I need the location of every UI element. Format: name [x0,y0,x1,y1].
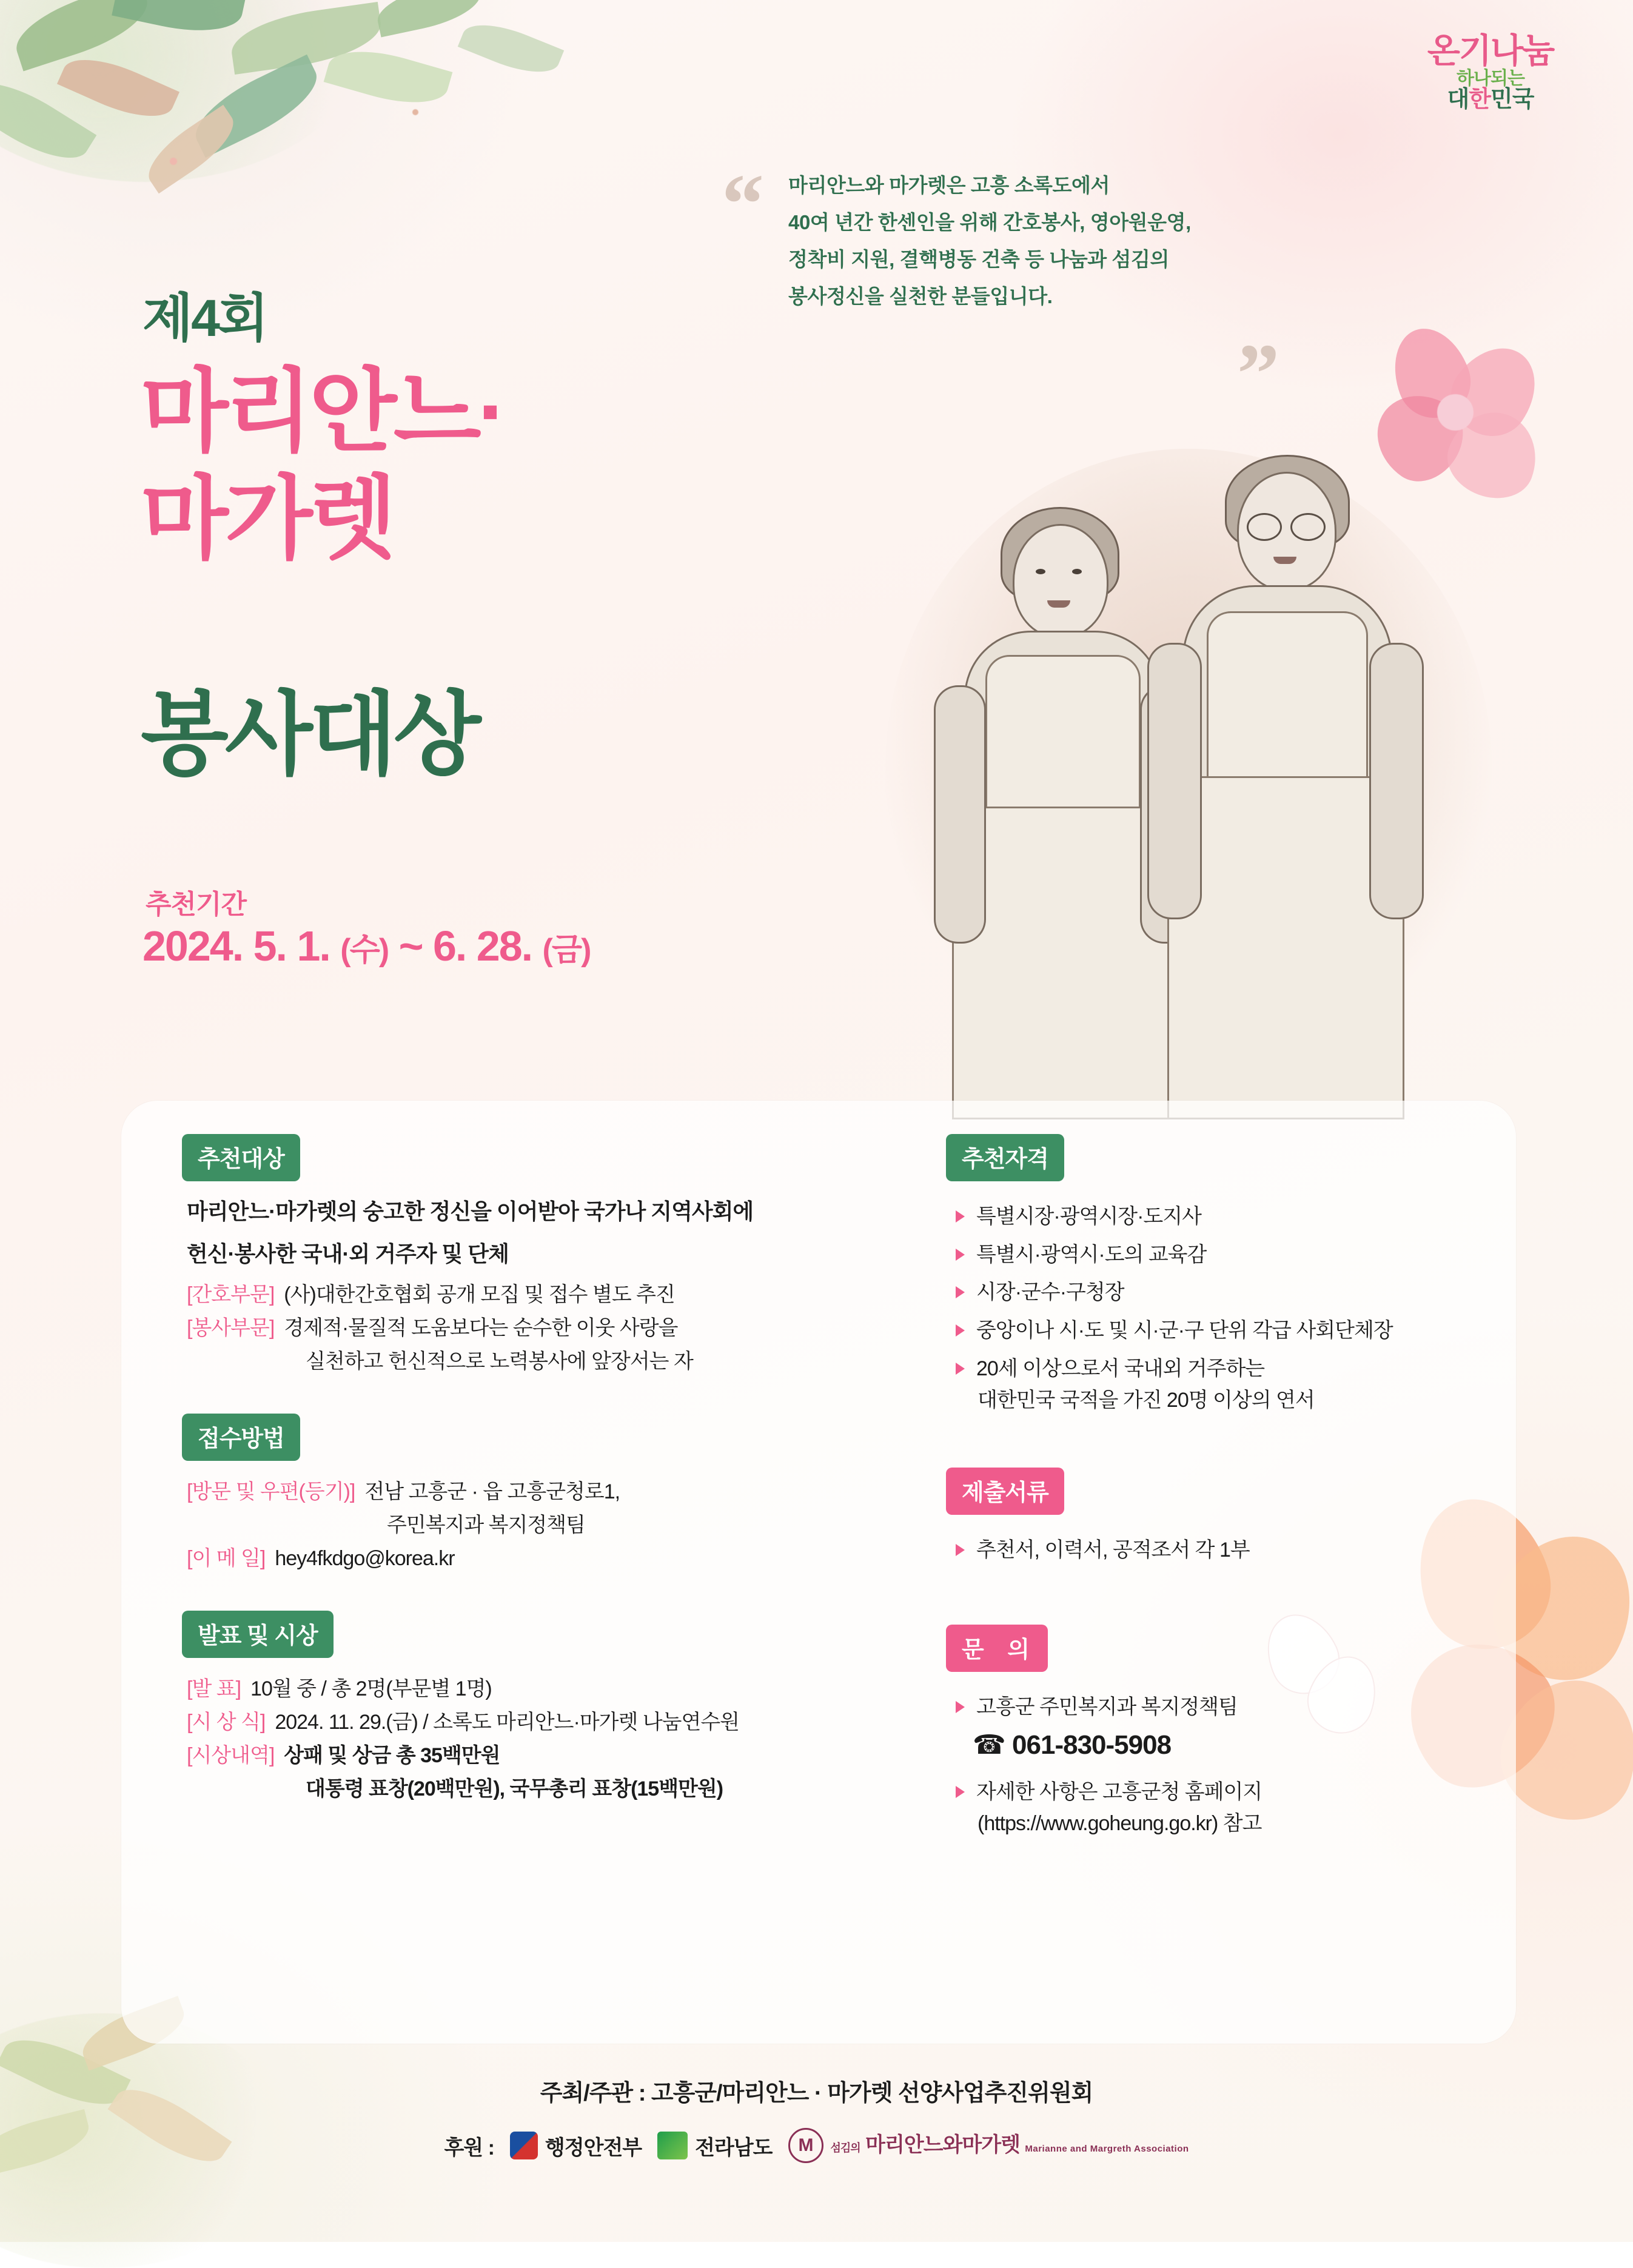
list-item: 시장·군수·구청장 [952,1277,1516,1309]
portrait-illustration [849,424,1528,1116]
list-item-line-2: 대한민국 국적을 가진 20명 이상의 연서 [977,1389,1315,1412]
apply-row-post-value: 전남 고흥군 · 읍 고흥군청로1, [364,1480,620,1503]
period-start: 2024. 5. 1. [143,922,330,970]
association-name: 마리안느와마가렛 [865,2133,1020,2157]
page-subtitle: 봉사대상 [141,683,478,785]
award-row-prize-key: [시상내역] [187,1743,275,1767]
sponsor-association [788,2128,1189,2163]
qualification-list [952,1201,1516,1417]
list-item: 특별시장·광역시장·도지사 [952,1201,1516,1233]
period-date [143,922,590,970]
list-item: 특별시·광역시·도의 교육감 [952,1239,1516,1271]
section-contact-tag: 문 의 [946,1625,1048,1672]
period-label: 추천기간 [146,890,247,919]
list-item: 추천서, 이력서, 공적조서 각 1부 [952,1534,1516,1566]
contact-note-list [952,1776,1516,1840]
target-lead-line-2: 헌신·봉사한 국내·외 거주자 및 단체 [187,1241,509,1266]
sponsor-mois-label: 행정안전부 [545,2136,642,2159]
footer-sponsor-label: 후원 : [444,2136,494,2159]
target-row-nursing [187,1280,904,1310]
target-row-volunteer-value: 경제적·물질적 도움보다는 순수한 이웃 사랑을 [284,1316,678,1340]
association-sub-1: 섬김의 [830,2142,860,2155]
list-item: 고흥군 주민복지과 복지정책팀 [952,1691,1516,1723]
list-item [952,1353,1516,1417]
leaf-decoration-top-left [0,0,655,237]
period-start-day: (수) [340,933,389,968]
list-item [952,1776,1516,1840]
contact-list [952,1691,1516,1723]
apply-row-post-value-2: 주민복지과 복지정책팀 [387,1513,585,1537]
quote-close-icon: ” [1237,327,1279,421]
section-target-tag: 추천대상 [182,1134,300,1181]
apply-row-email [187,1543,904,1574]
section-award-tag: 발표 및 시상 [182,1611,334,1658]
award-row-announce-value: 10월 중 / 총 2명(부문별 1명) [250,1677,492,1700]
footer-host: 주최/주관 : 고흥군/마리안느 · 마가렛 선양사업추진위원회 [540,2081,1093,2106]
portrait-figure-right [1140,455,1425,1116]
quote-line-2: 40여 년간 한센인을 위해 간호봉사, 영아원운영, [788,211,1191,234]
award-row-prize-value-2: 대통령 표창(20백만원), 국무총리 표창(15백만원) [306,1777,723,1800]
sponsor-mois [510,2131,642,2161]
jeonnam-emblem-icon [657,2132,688,2159]
target-lead-line-1: 마리안느·마가렛의 숭고한 정신을 이어받아 국가나 지역사회에 [187,1199,754,1224]
award-row-ceremony-key: [시 상 식] [187,1710,266,1734]
logo-line-1: 온기나눔 [1427,32,1554,70]
award-row-ceremony [187,1707,904,1738]
section-qualification [946,1134,1516,1417]
quote-text [788,167,1334,315]
target-row-volunteer [187,1313,904,1344]
page-title [141,358,868,572]
title-line-1: 마리안느· [141,360,505,462]
quote-line-4: 봉사정신을 실천한 분들입니다. [788,285,1053,308]
target-row-nursing-key: [간호부문] [187,1283,275,1306]
period-tilde: ~ [398,922,423,970]
award-row-ceremony-value: 2024. 11. 29.(금) / 소록도 마리안느·마가렛 나눔연수원 [275,1710,740,1734]
section-documents-tag: 제출서류 [946,1468,1064,1515]
footer-sponsors [0,2128,1633,2163]
apply-row-post [187,1477,904,1508]
contact-note-line-1: 자세한 사항은 고흥군청 홈페이지 [976,1780,1262,1803]
quote-line-1: 마리안느와 마가렛은 고흥 소록도에서 [788,174,1110,196]
award-row-announce-key: [발 표] [187,1677,241,1700]
quote-line-3: 정착비 지원, 결핵병동 건축 등 나눔과 섬김의 [788,248,1169,271]
apply-row-post-cont [187,1510,904,1541]
logo-line-2: 하나되는 [1457,68,1524,89]
section-contact [946,1625,1516,1840]
target-row-nursing-value: (사)대한간호협회 공개 모집 및 접수 별도 추진 [284,1283,675,1306]
list-item-line-1: 20세 이상으로서 국내외 거주하는 [976,1357,1265,1380]
phone-number: 061-830-5908 [1012,1730,1172,1760]
contact-note-line-2[interactable]: (https://www.goheung.go.kr) 참고 [977,1812,1262,1836]
title-line-2: 마가렛 [141,468,394,569]
sponsor-jeonnam [657,2131,772,2161]
association-name-en: Marianne and Margreth Association [1025,2144,1189,2155]
period-end-day: (금) [542,933,591,968]
association-emblem-icon: M [788,2128,823,2163]
section-qualification-tag: 추천자격 [946,1134,1064,1181]
target-row-volunteer-key: [봉사부문] [187,1316,275,1340]
section-award [182,1611,904,1805]
info-column-right [946,1134,1516,1876]
target-row-volunteer-cont [187,1346,904,1377]
quote-open-icon: “ [722,157,764,251]
award-row-announce [187,1674,904,1705]
campaign-logo [1390,33,1591,112]
sponsor-jeonnam-label: 전라남도 [695,2136,773,2159]
phone-icon: ☎ [973,1730,1005,1760]
logo-line-3: 대한민국 [1447,87,1534,113]
target-row-volunteer-value-2: 실천하고 헌신적으로 노력봉사에 앞장서는 자 [306,1349,693,1373]
apply-row-post-key: [방문 및 우편(등기)] [187,1480,355,1503]
intro-quote [722,157,1334,421]
award-row-prize-cont [187,1774,904,1805]
edition-title: 제4회 [143,289,267,347]
section-apply-tag: 접수방법 [182,1414,300,1461]
info-column-left [182,1134,904,1841]
section-documents [946,1468,1516,1566]
section-target [182,1134,904,1377]
award-row-prize [187,1740,904,1771]
award-row-prize-value: 상패 및 상금 총 35백만원 [284,1743,500,1767]
apply-row-email-value[interactable]: hey4fkdgo@korea.kr [275,1546,455,1570]
gov-emblem-icon [510,2132,538,2159]
documents-list [952,1534,1516,1566]
period-end: 6. 28. [432,922,532,970]
section-apply [182,1414,904,1574]
contact-phone[interactable] [973,1730,1516,1760]
list-item: 중앙이나 시·도 및 시·군·구 단위 각급 사회단체장 [952,1315,1516,1347]
footer [0,2074,1633,2163]
apply-row-email-key: [이 메 일] [187,1546,266,1570]
